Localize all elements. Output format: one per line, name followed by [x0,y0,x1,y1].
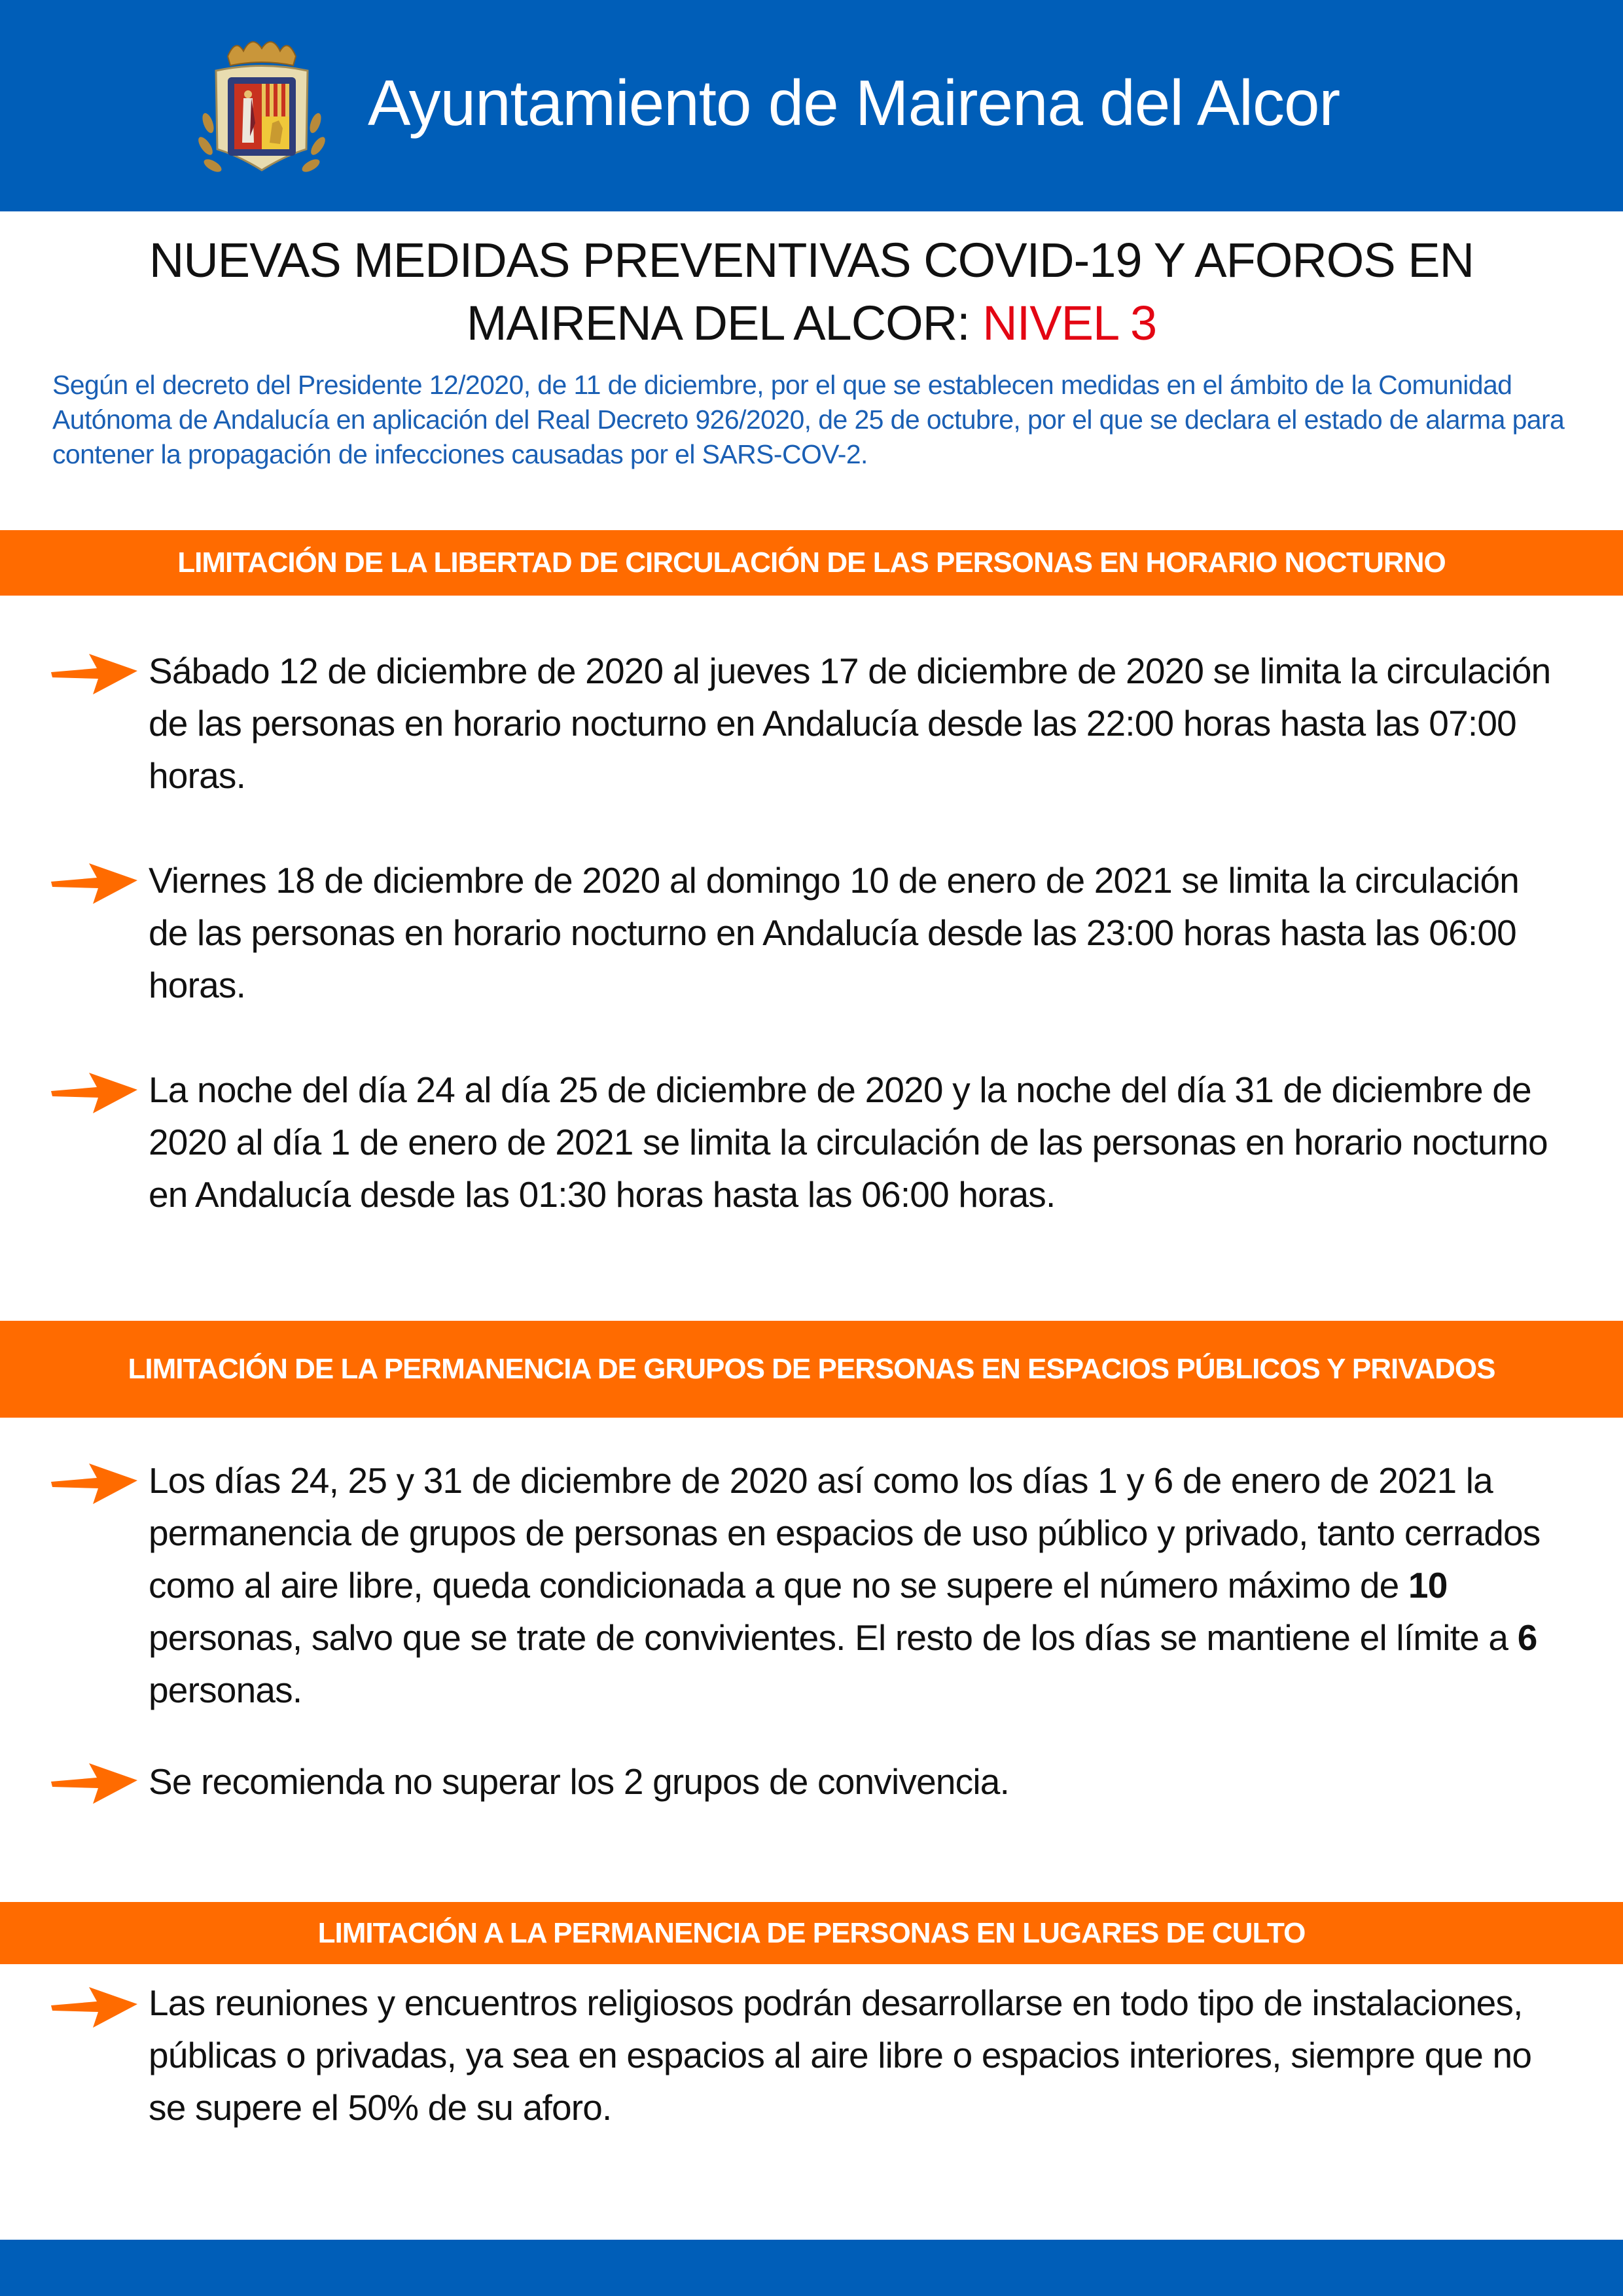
text-segment: personas. [149,1670,302,1710]
arrow-right-icon [50,1761,139,1806]
list-item-text: Se recomienda no superar los 2 grupos de convivencia. [149,1761,1010,1802]
section-heading-group-limits [0,1321,1623,1418]
list-item-text: Viernes 18 de diciembre de 2020 al domingo 10 de enero de 2021 se limita la circulación de las personas en horario nocturno en Andalucía desde las 23:00 horas hasta las 06:00 horas. [149,860,1520,1005]
list-item-text: Las reuniones y encuentros religiosos podrán desarrollarse en todo tipo de instalaciones, públicas o privadas, ya sea en espacios al aire libre o espacios interiores, siempre que no se supere el 50% de su aforo. [149,1982,1532,2128]
alert-level-badge: NIVEL 3 [982,296,1157,350]
page-title-location: MAIRENA DEL ALCOR: [466,296,970,350]
section-heading-text: LIMITACIÓN A LA PERMANENCIA DE PERSONAS EN LUGARES DE CULTO [317,1916,1306,1949]
section-heading-text: LIMITACIÓN DE LA PERMANENCIA DE GRUPOS DE PERSONAS EN ESPACIOS PÚBLICOS Y PRIVADOS [128,1353,1495,1385]
arrow-right-icon [50,1984,139,2030]
max-people-number: 10 [1408,1565,1448,1605]
site-title: Ayuntamiento de Mairena del Alcor [368,67,1340,139]
arrow-right-icon [50,861,139,906]
coat-of-arms-icon [196,25,327,182]
page-title [0,229,1623,355]
section-heading-text: LIMITACIÓN DE LA LIBERTAD DE CIRCULACIÓN DE LAS PERSONAS EN HORARIO NOCTURNO [177,547,1446,579]
section-heading-places-of-worship [0,1902,1623,1964]
arrow-right-icon [50,1461,139,1507]
list-item-text: Sábado 12 de diciembre de 2020 al jueves 17 de diciembre de 2020 se limita la circulación de las personas en horario nocturno en Andalucía desde las 22:00 horas hasta las 07:00 horas. [149,651,1551,796]
text-segment: personas, salvo que se trate de convivientes. El resto de los días se mantiene el límite a [149,1617,1518,1658]
list-item-text [149,1454,1556,1716]
page-title-line-2 [0,292,1623,355]
decree-intro-text: Según el decreto del Presidente 12/2020, de 11 de diciembre, por el que se establecen medidas en el ámbito de la Comunidad Autónoma de Andalucía en aplicación del Real Decreto 926/2020, de 25 de octubre, por el que se declara el estado de alarma para contener la propagación de infecciones causadas por el SARS-COV-2. [52,370,1565,469]
list-item-text: La noche del día 24 al día 25 de diciembre de 2020 y la noche del día 31 de diciembre de 2020 al día 1 de enero de 2021 se limita la circulación de las personas en horario nocturno en Andalucía desde las 01:30 horas hasta las 06:00 horas. [149,1069,1548,1215]
text-segment: Los días 24, 25 y 31 de diciembre de 2020 así como los días 1 y 6 de enero de 2021 la permanencia de grupos de personas en espacios de uso público y privado, tanto cerrados como al aire libre, queda condicionada a que no se supere el número máximo de [149,1460,1541,1605]
regular-limit-number: 6 [1517,1617,1537,1658]
page-title-line-1: NUEVAS MEDIDAS PREVENTIVAS COVID-19 Y AFOROS EN [149,233,1474,287]
header-banner [0,0,1623,211]
arrow-right-icon [50,651,139,697]
arrow-right-icon [50,1070,139,1116]
footer-banner [0,2240,1623,2296]
section-heading-night-curfew [0,530,1623,596]
